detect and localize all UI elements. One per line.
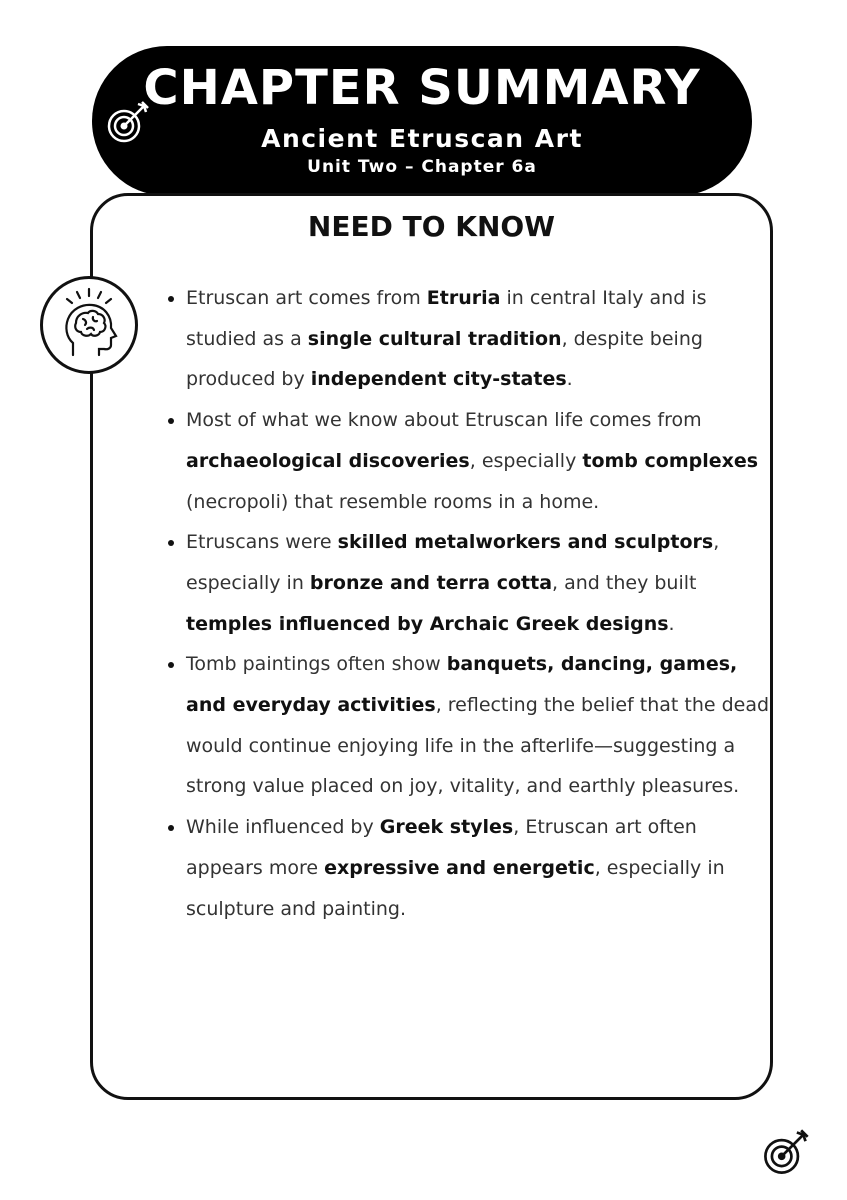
text-run: Etruscans were: [186, 531, 338, 554]
text-run: , Etruscan art often appears more: [186, 816, 697, 879]
text-run: Etruscan art comes from: [186, 287, 427, 309]
text-run: , especially in sculpture and painting.: [186, 856, 725, 920]
bold-term: Etruria: [426, 287, 501, 309]
bold-term: tomb complexes: [582, 449, 759, 472]
text-run: (necropoli) that resemble rooms in a home.: [186, 490, 600, 513]
unit-label: Unit Two – Chapter 6a: [307, 157, 537, 177]
bold-term: Greek styles: [379, 816, 514, 839]
bold-term: banquets, dancing, games, and everyday activities: [186, 653, 738, 717]
bold-term: single cultural tradition: [307, 327, 562, 350]
bold-term: temples influenced by Archaic Greek designs: [186, 612, 669, 635]
bold-term: expressive and energetic: [324, 856, 595, 879]
target-icon: [760, 1126, 812, 1178]
text-run: Most of what we know about Etruscan life comes from: [186, 409, 702, 432]
list-item: [186, 400, 776, 522]
text-run: , despite being produced by: [186, 327, 703, 391]
text-run: , and they built: [552, 571, 697, 594]
text-run: , especially in: [186, 531, 720, 594]
brain-head-icon-badge: [40, 276, 138, 374]
list-item: [186, 807, 776, 929]
text-run: .: [668, 612, 675, 635]
need-to-know-list: [160, 278, 776, 929]
text-run: , especially: [469, 449, 583, 472]
section-heading: NEED TO KNOW: [307, 210, 556, 243]
text-run: , reflecting the belief that the dead would continue enjoying life in the afterlife—suggesting a strong value placed on joy, vitality, and earthly pleasures.: [186, 694, 770, 798]
page-subtitle: Ancient Etruscan Art: [261, 124, 583, 153]
text-run: While influenced by: [186, 816, 380, 839]
list-item: [186, 644, 776, 807]
header-banner: [92, 46, 752, 196]
brain-head-icon: [49, 285, 129, 365]
bold-term: bronze and terra cotta: [309, 571, 553, 594]
target-icon: [104, 98, 152, 146]
text-run: Tomb paintings often show: [186, 653, 447, 676]
bold-term: independent city-states: [310, 368, 567, 391]
text-run: in central Italy and is studied as a: [186, 287, 707, 350]
list-item: [186, 278, 776, 400]
bold-term: skilled metalworkers and sculptors: [337, 531, 714, 554]
page-title: CHAPTER SUMMARY: [143, 60, 701, 116]
text-run: .: [566, 368, 573, 391]
bold-term: archaeological discoveries: [186, 449, 470, 472]
list-item: [186, 522, 776, 644]
